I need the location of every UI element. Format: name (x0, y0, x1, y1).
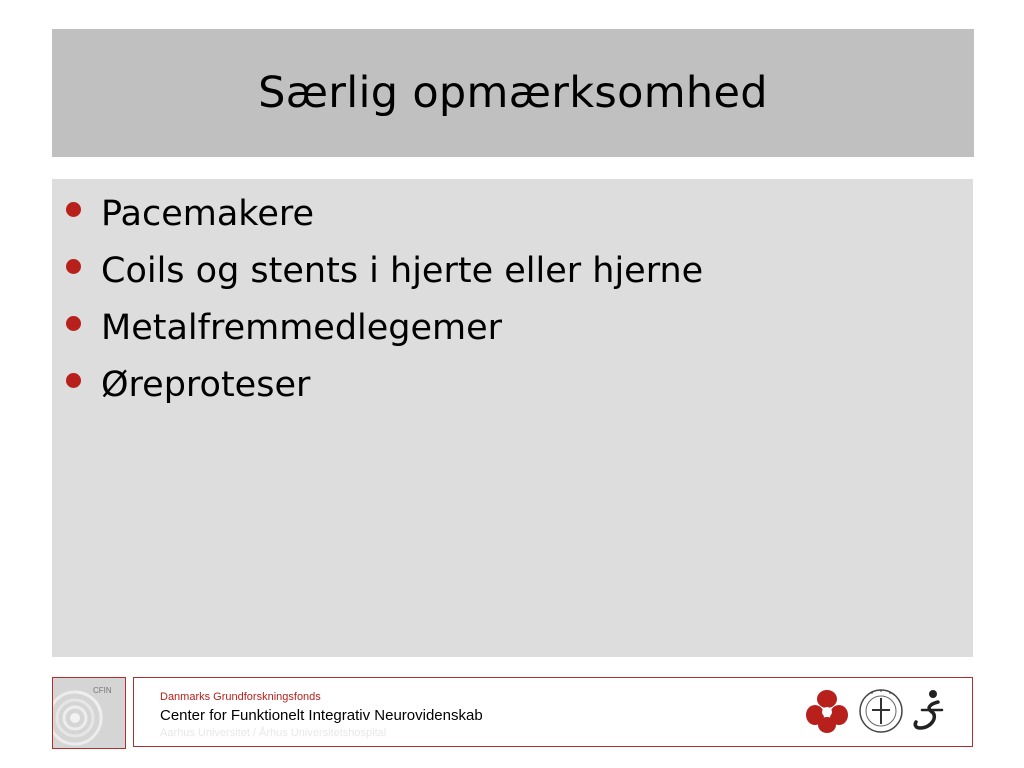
bullet-dot-icon (66, 373, 81, 388)
list-item (66, 299, 703, 356)
university-name: Aarhus Universitet / Århus Universitetshospital (160, 727, 387, 739)
bullet-dot-icon (66, 259, 81, 274)
bullet-text: Øreproteser (101, 364, 311, 405)
cfin-logo (52, 677, 126, 749)
bullet-dot-icon (66, 202, 81, 217)
hospital-j-logo-icon (912, 688, 948, 734)
list-item (66, 242, 703, 299)
content-box (52, 179, 973, 657)
red-flower-logo-icon (804, 688, 850, 734)
slide-title: Særlig opmærksomhed (258, 68, 768, 118)
bullet-text: Metalfremmedlegemer (101, 307, 503, 348)
bullet-text: Coils og stents i hjerte eller hjerne (101, 250, 704, 291)
bullet-text: Pacemakere (101, 193, 315, 234)
center-name: Center for Funktionelt Integrativ Neurovidenskab (160, 707, 483, 724)
university-seal-logo-icon (858, 688, 904, 734)
footer-bar (133, 677, 973, 747)
foundation-name: Danmarks Grundforskningsfonds (160, 691, 321, 703)
bullet-list (66, 185, 703, 413)
bullet-dot-icon (66, 316, 81, 331)
title-band (52, 29, 974, 157)
list-item (66, 185, 703, 242)
cfin-logo-label: CFIN (93, 686, 112, 695)
cfin-spiral-logo-icon (53, 678, 125, 748)
partner-logos (804, 688, 948, 734)
list-item (66, 356, 703, 413)
